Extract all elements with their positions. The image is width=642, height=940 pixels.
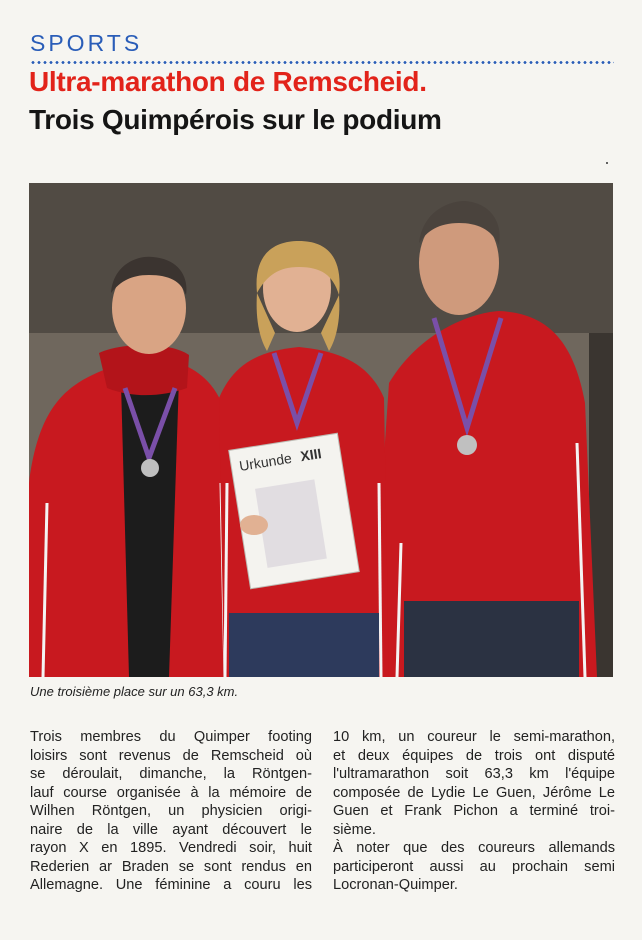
body-line: et deux équipes de trois ont disputé: [333, 747, 615, 764]
body-line: Guen et Frank Pichon a terminé troi-: [333, 803, 615, 819]
podium-photo-illustration: [29, 183, 613, 677]
body-line: Wilhen Röntgen, un physicien origi-: [30, 803, 312, 819]
article-photo: [29, 183, 613, 677]
body-line: naire de la ville ayant découvert le: [30, 821, 312, 838]
body-line: lauf course organisée à la mémoire de: [30, 784, 312, 801]
body-line: 10 km, un coureur le semi-marathon,: [333, 729, 615, 745]
article-body-left: [30, 728, 312, 895]
body-line: se déroulait, dimanche, la Röntgen-: [30, 766, 312, 782]
body-line: Trois membres du Quimper footing: [30, 729, 312, 745]
print-speck: [606, 162, 608, 164]
body-line: À noter que des coureurs allemands: [333, 840, 615, 856]
body-line: Locronan-Quimper.: [333, 877, 458, 893]
body-line: composée de Lydie Le Guen, Jérôme Le: [333, 784, 615, 801]
body-line: sième.: [333, 821, 376, 838]
body-line: Rederien ar Braden se sont rendus en: [30, 858, 312, 875]
headline: Ultra-marathon de Remscheid.: [29, 66, 427, 97]
body-line: participeront aussi au prochain semi: [333, 858, 615, 875]
body-line: rayon X en 1895. Vendredi soir, huit: [30, 840, 312, 856]
subheadline: Trois Quimpérois sur le podium: [29, 104, 442, 135]
body-line: loisirs sont revenus de Remscheid où: [30, 747, 312, 764]
certificate-title: Urkunde: [238, 449, 293, 474]
certificate-number: XIII: [299, 445, 323, 465]
photo-caption: Une troisième place sur un 63,3 km.: [30, 684, 239, 699]
section-label: SPORTS: [30, 30, 143, 56]
article-body-right: [333, 728, 615, 895]
body-line: l'ultramarathon soit 63,3 km l'équipe: [333, 766, 615, 782]
dotted-divider: [30, 61, 614, 64]
body-line: Allemagne. Une féminine a couru les: [30, 877, 312, 893]
